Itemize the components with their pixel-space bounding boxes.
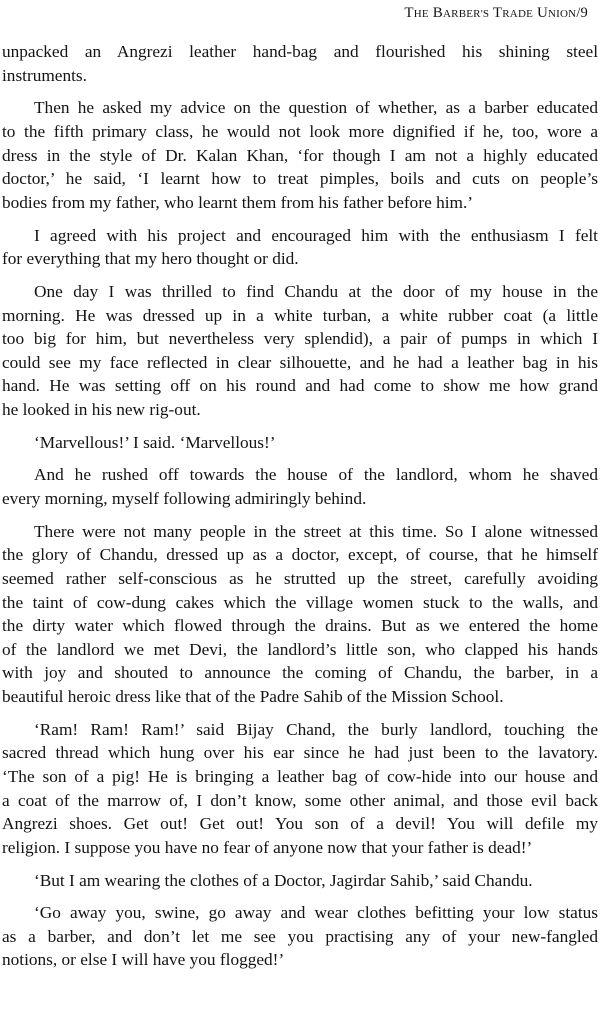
text-line: seemed rather self-conscious as he strutted up the street, carefully avoiding xyxy=(2,569,598,588)
paragraph xyxy=(0,901,600,972)
text-line: Angrezi shoes. Get out! Get out! You son of a devil! You will defile my xyxy=(2,814,598,834)
text-line: ‘But I am wearing the clothes of a Doctor, Jagirdar Sahib,’ said Chandu. xyxy=(34,870,533,890)
text-line: There were not many people in the street at this time. So I alone witnessed xyxy=(34,521,598,541)
paragraph xyxy=(0,869,600,893)
text-line: instruments. xyxy=(2,65,87,85)
text-line: the taint of cow-dung cakes which the village women stuck to the walls, and xyxy=(2,592,598,612)
running-head xyxy=(404,5,588,22)
text-line: too big for him, but nevertheless very splendid), a pair of pumps in which I xyxy=(2,329,598,349)
paragraph xyxy=(0,96,600,214)
paragraph xyxy=(0,520,600,709)
text-line: he looked in his new rig-out. xyxy=(2,399,201,419)
page-number: 9 xyxy=(580,5,588,21)
text-line: notions, or else I will have you flogged!’ xyxy=(2,950,285,970)
text-line: And he rushed off towards the house of the landlord, whom he shaved xyxy=(34,465,598,485)
text-line: to the fifth primary class, he would not look more dignified if he, too, wore a xyxy=(2,121,598,141)
text-line: hand. He was setting off on his round and had come to show me how grand xyxy=(2,376,598,396)
text-line: with joy and shouted to announce the coming of Chandu, the barber, in a xyxy=(2,663,598,683)
text-line: One day I was thrilled to find Chandu at the door of my house in the xyxy=(34,281,598,301)
text-line: as a barber, and don’t let me see you practising any of your new-fangled xyxy=(2,926,598,946)
text-line: doctor,’ he said, ‘I learnt how to treat pimples, boils and cuts on people’s xyxy=(2,169,598,189)
text-line: the glory of Chandu, dressed up as a doctor, except, of course, that he himself xyxy=(2,545,598,565)
text-line: a coat of the marrow of, I don’t know, some other animal, and those evil back xyxy=(2,790,598,810)
text-line: beautiful heroic dress like that of the Padre Sahib of the Mission School. xyxy=(2,686,504,706)
paragraph xyxy=(0,718,600,860)
text-line: ‘Go away you, swine, go away and wear clothes befitting your low status xyxy=(34,903,598,923)
text-line: Then he asked my advice on the question of whether, as a barber educated xyxy=(34,98,598,118)
header-separator: / xyxy=(576,5,581,21)
text-line: ‘Ram! Ram! Ram!’ said Bijay Chand, the burly landlord, touching the xyxy=(34,719,598,739)
paragraph xyxy=(0,280,600,422)
running-title: THE BARBER'S TRADE UNION xyxy=(404,5,577,21)
text-line: ‘The son of a pig! He is bringing a leather bag of cow-hide into our house and xyxy=(2,766,598,786)
paragraph xyxy=(0,40,600,87)
text-line: bodies from my father, who learnt them from his father before him.’ xyxy=(2,192,474,212)
text-line: of the landlord we met Devi, the landlord’s little son, who clapped his hands xyxy=(2,639,598,659)
text-line: ‘Marvellous!’ I said. ‘Marvellous!’ xyxy=(34,432,276,452)
text-line: the dirty water which flowed through the drains. But as we entered the home xyxy=(2,616,598,636)
text-line: for everything that my hero thought or did. xyxy=(2,249,299,269)
paragraph xyxy=(0,224,600,271)
text-line: I agreed with his project and encouraged him with the enthusiasm I felt xyxy=(34,225,598,245)
text-line: religion. I suppose you have no fear of anyone now that your father is dead!’ xyxy=(2,837,533,857)
text-line: morning. He was dressed up in a white turban, a white rubber coat (a little xyxy=(2,305,598,325)
text-line: unpacked an Angrezi leather hand-bag and flourished his shining steel xyxy=(2,42,598,61)
paragraph xyxy=(0,463,600,510)
paragraph xyxy=(0,431,600,455)
text-line: could see my face reflected in clear silhouette, and he had a leather bag in his xyxy=(2,352,598,372)
text-line: every morning, myself following admiringly behind. xyxy=(2,489,367,509)
text-line: sacred thread which hung over his ear since he had just been to the lavatory. xyxy=(2,743,598,763)
text-line: dress in the style of Dr. Kalan Khan, ‘for though I am not a highly educated xyxy=(2,145,598,165)
body-text xyxy=(0,40,600,981)
